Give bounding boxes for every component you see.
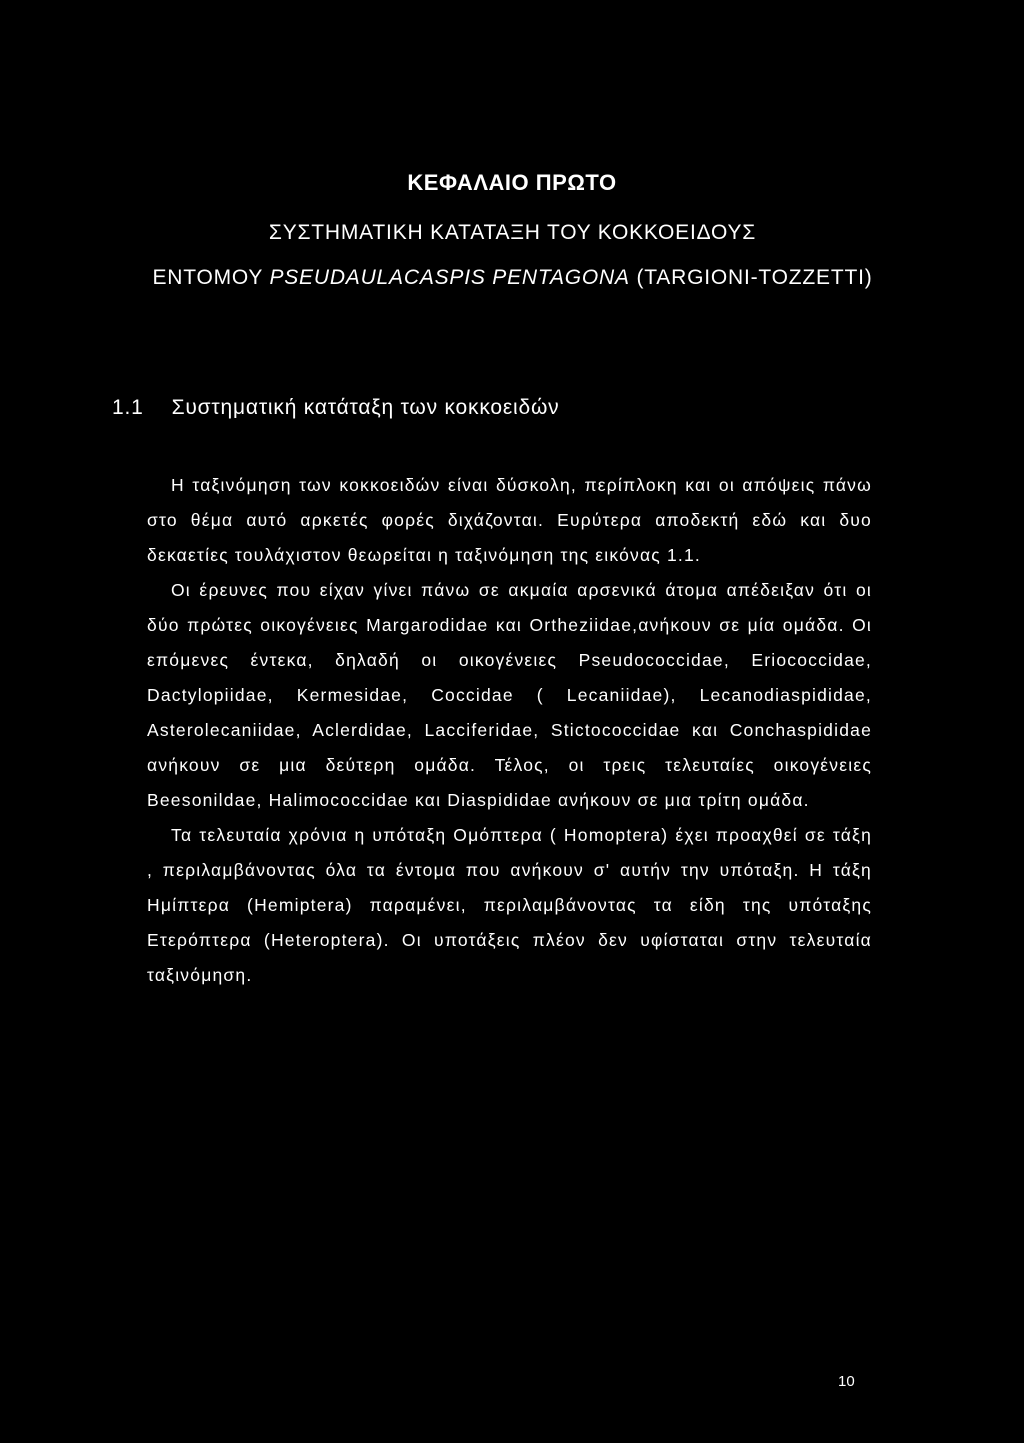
chapter-title-prefix: ΕΝΤΟΜΟΥ bbox=[152, 266, 270, 289]
paragraph: Η ταξινόμηση των κοκκοειδών είναι δύσκολη, περίπλοκη και οι απόψεις πάνω στο θέμα αυτό αρκετές φορές διχάζονται. Ευρύτερα αποδεκτή εδώ και δυο δεκαετίες τουλάχιστον θεωρείται η ταξινόμηση της εικόνας 1.1. bbox=[147, 475, 872, 565]
paragraph: Τα τελευταία χρόνια η υπόταξη Ομόπτερα ( Homoptera) έχει προαχθεί σε τάξη , περιλαμβάνοντας όλα τα έντομα που ανήκουν σ' αυτήν την υπόταξη. Η τάξη Ημίπτερα (Hemiptera) παραμένει, περιλαμβάνοντας τα είδη της υπόταξης Ετερόπτερα (Heteroptera). Οι υποτάξεις πλέον δεν υφίσταται στην τελευταία ταξινόμηση. bbox=[147, 825, 872, 985]
section-title: Συστηματική κατάταξη των κοκκοειδών bbox=[171, 396, 560, 419]
page-number: 10 bbox=[838, 1373, 855, 1390]
chapter-label: ΚΕΦΑΛΑΙΟ ΠΡΩΤΟ bbox=[407, 170, 617, 195]
body-text bbox=[147, 468, 872, 993]
chapter-title-line1: ΣΥΣΤΗΜΑΤΙΚΗ ΚΑΤΑΤΑΞΗ ΤΟΥ ΚΟΚΚΟΕΙΔΟΥΣ bbox=[268, 221, 757, 244]
chapter-title bbox=[140, 210, 885, 300]
chapter-title-species: PSEUDAULACASPIS PENTAGONA bbox=[269, 266, 630, 289]
section-heading bbox=[112, 396, 559, 420]
chapter-title-suffix: (TARGIONI-TOZZETTI) bbox=[629, 266, 873, 289]
section-number: 1.1 bbox=[112, 396, 144, 419]
paragraph: Οι έρευνες που είχαν γίνει πάνω σε ακμαία αρσενικά άτομα απέδειξαν ότι οι δύο πρώτες οικογένειες Margarodidae και Ortheziidae,ανήκουν σε μία ομάδα. Οι επόμενες έντεκα, δηλαδή οι οικογένειες Pseudococcidae, Eriococcidae, Dactylopiidae, Kermesidae, Coccidae ( Lecaniidae), Lecanodiaspididae, Asterolecaniidae, Aclerdidae, Lacciferidae, Stictococcidae και Conchaspididae ανήκουν σε μια δεύτερη ομάδα. Τέλος, οι τρεις τελευταίες οικογένειες Beesonildae, Halimococcidae και Diaspididae ανήκουν σε μια τρίτη ομάδα. bbox=[147, 580, 872, 810]
